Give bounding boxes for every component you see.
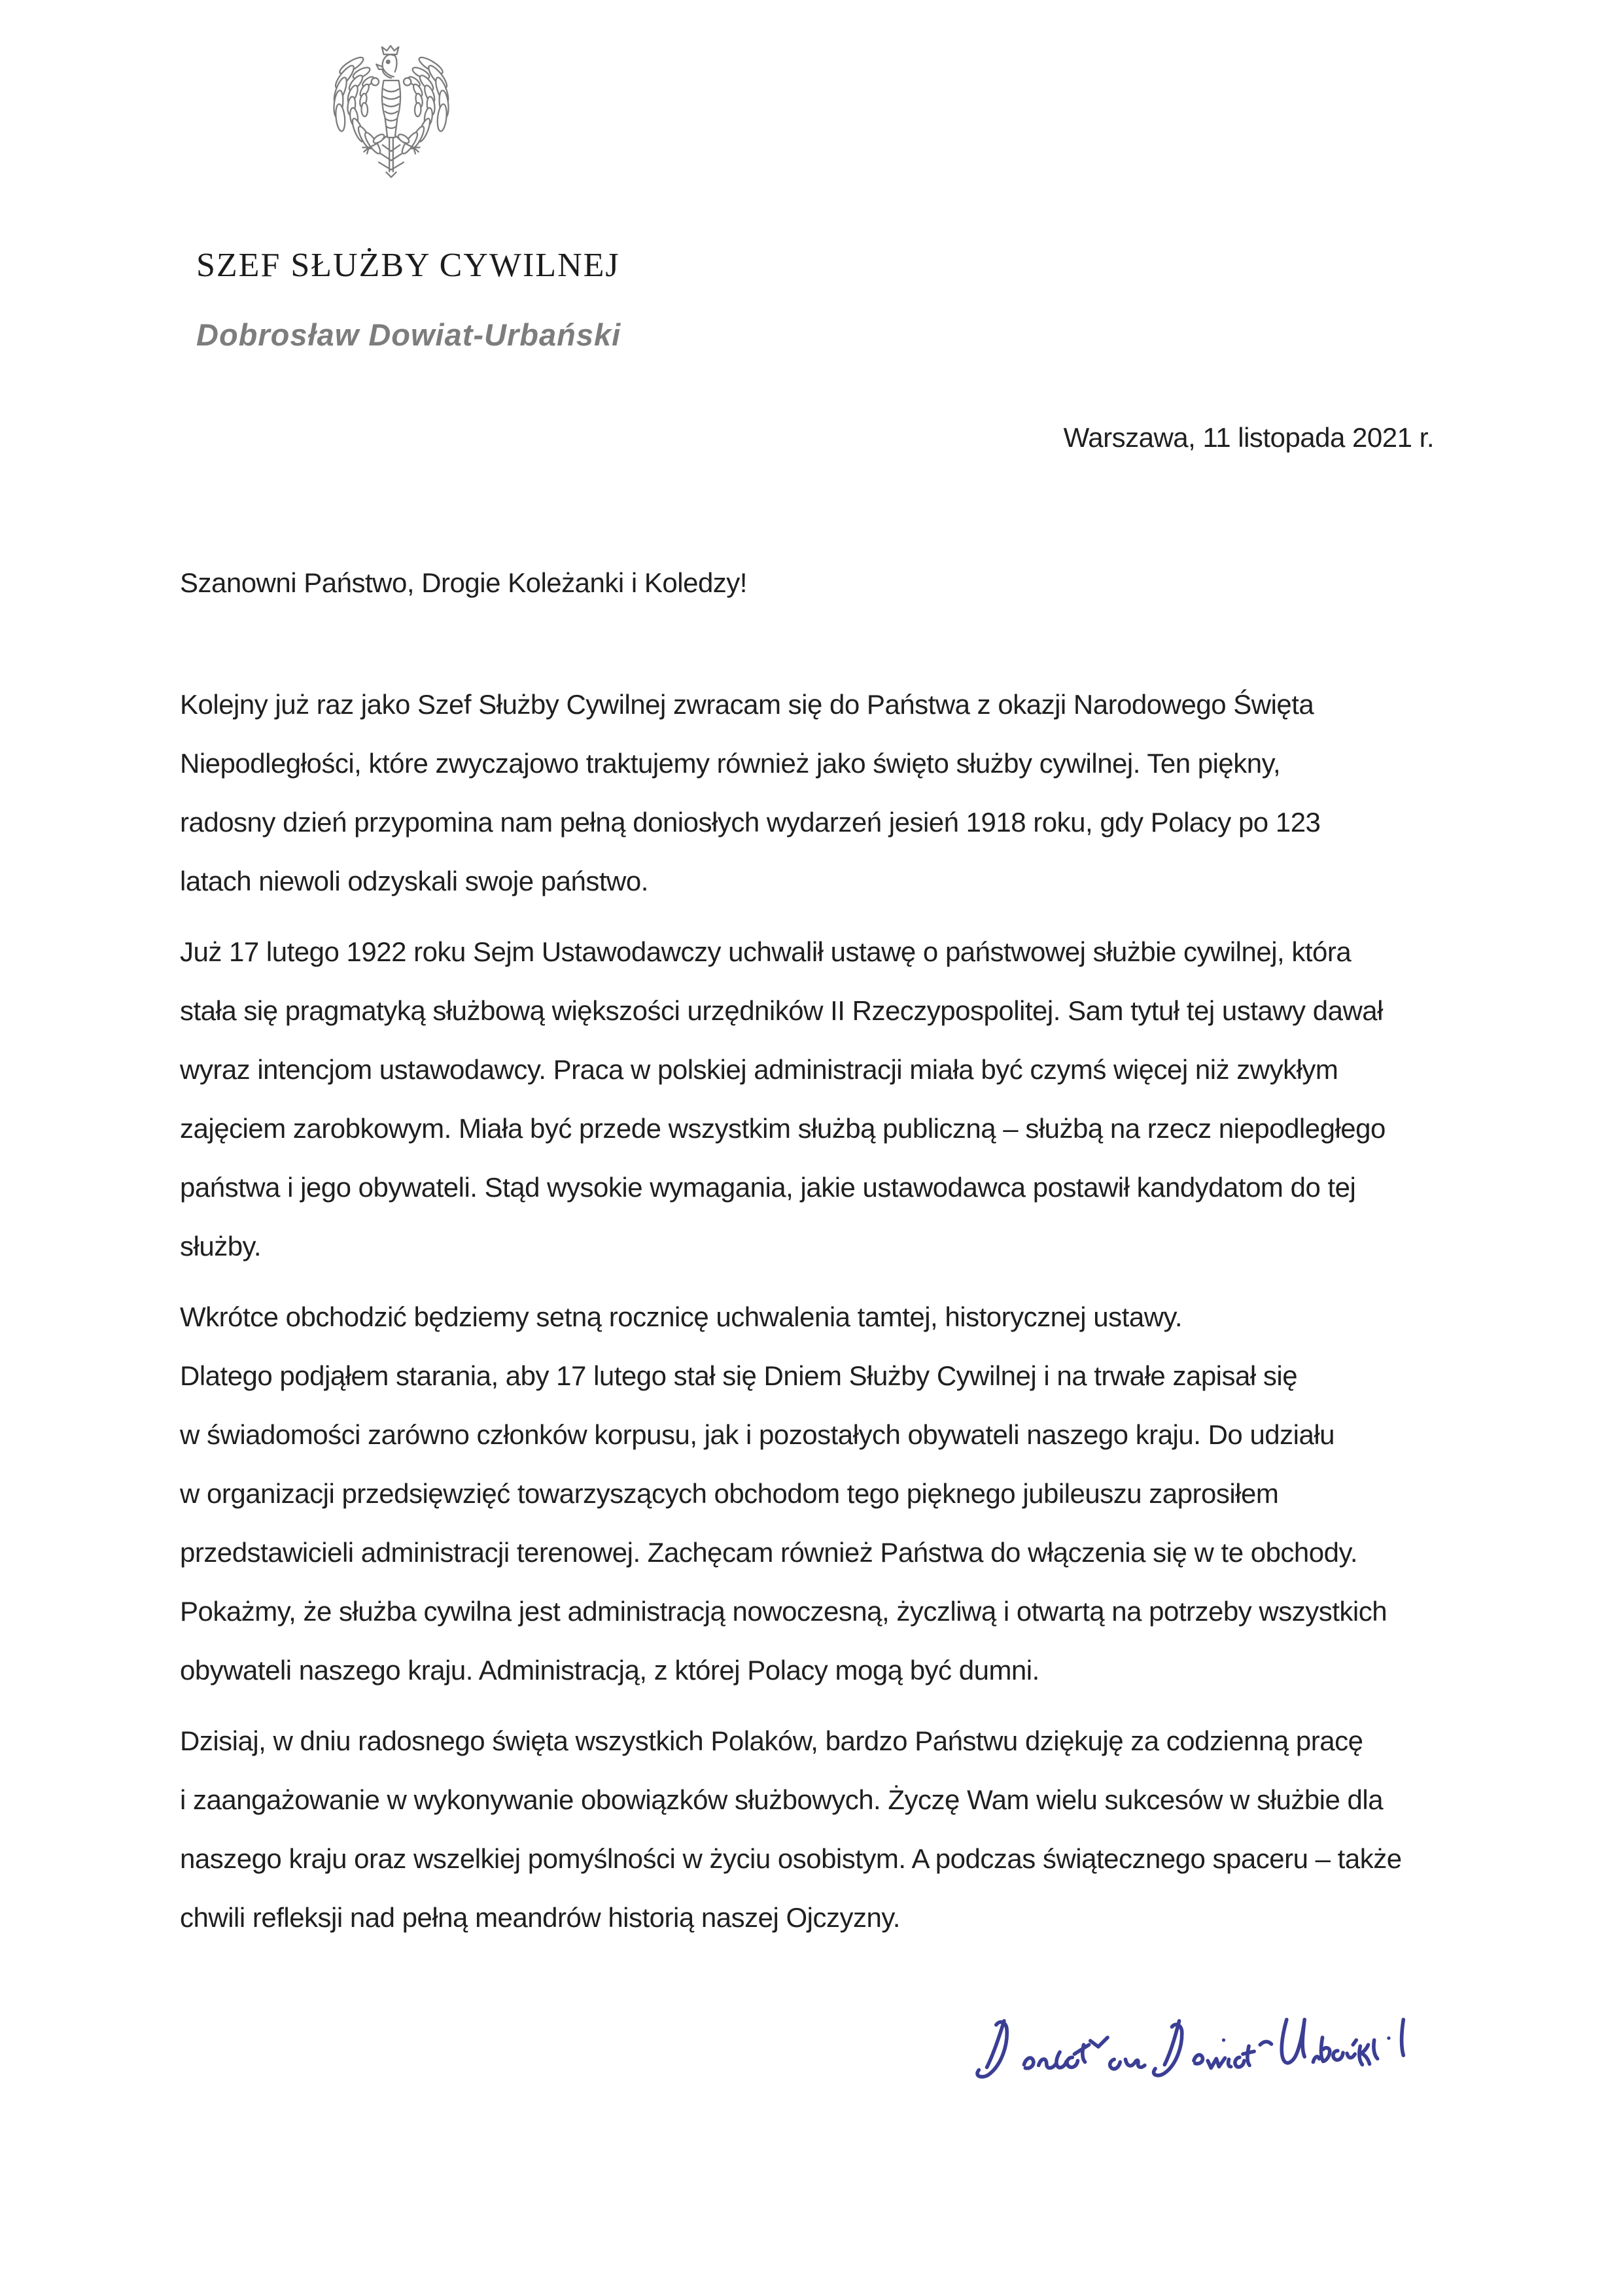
body-line: przedstawicieli administracji terenowej. Zachęcam również Państwa do włączenia się w te obchody. <box>180 1537 1358 1568</box>
letter-body <box>180 554 1482 1959</box>
paragraph-2 <box>180 923 1482 1276</box>
body-line: w organizacji przedsięwzięć towarzyszących obchodom tego pięknego jubileuszu zaprosiłem <box>180 1478 1279 1509</box>
body-line: naszego kraju oraz wszelkiej pomyślności w życiu osobistym. A podczas świątecznego spaceru – także <box>180 1843 1402 1874</box>
dateline: Warszawa, 11 listopada 2021 r. <box>1063 422 1434 453</box>
body-line: latach niewoli odzyskali swoje państwo. <box>180 866 648 896</box>
body-line: stała się pragmatyką służbową większości urzędników II Rzeczypospolitej. Sam tytuł tej ustawy dawał <box>180 995 1383 1026</box>
handwritten-signature-icon <box>960 2001 1438 2086</box>
body-line: Kolejny już raz jako Szef Służby Cywilnej zwracam się do Państwa z okazji Narodowego Święta <box>180 689 1314 720</box>
body-line: w świadomości zarówno członków korpusu, jak i pozostałych obywateli naszego kraju. Do udziału <box>180 1419 1335 1450</box>
letterhead-title: SZEF SŁUŻBY CYWILNEJ <box>196 247 620 284</box>
body-line: Niepodległości, które zwyczajowo traktujemy również jako święto służby cywilnej. Ten piękny, <box>180 748 1281 779</box>
polish-eagle-emblem <box>329 44 453 187</box>
body-line: Dzisiaj, w dniu radosnego święta wszystkich Polaków, bardzo Państwu dziękuję za codzienną pracę <box>180 1725 1363 1756</box>
body-line: obywateli naszego kraju. Administracją, z której Polacy mogą być dumni. <box>180 1655 1039 1686</box>
body-line: państwa i jego obywateli. Stąd wysokie wymagania, jakie ustawodawca postawił kandydatom do tej <box>180 1172 1356 1203</box>
body-line: Wkrótce obchodzić będziemy setną rocznicę uchwalenia tamtej, historycznej ustawy. <box>180 1301 1183 1332</box>
body-line: zajęciem zarobkowym. Miała być przede wszystkim służbą publiczną – służbą na rzecz niepodległego <box>180 1113 1386 1144</box>
body-line: Pokażmy, że służba cywilna jest administracją nowoczesną, życzliwą i otwartą na potrzeby wszystkich <box>180 1596 1387 1627</box>
body-line: chwili refleksji nad pełną meandrów historią naszej Ojczyzny. <box>180 1902 900 1933</box>
body-line: Dlatego podjąłem starania, aby 17 lutego stał się Dniem Służby Cywilnej i na trwałe zapisał się <box>180 1360 1298 1391</box>
salutation: Szanowni Państwo, Drogie Koleżanki i Koledzy! <box>180 567 747 598</box>
body-line: wyraz intencjom ustawodawcy. Praca w polskiej administracji miała być czymś więcej niż zwykłym <box>180 1054 1338 1085</box>
body-line: radosny dzień przypomina nam pełną doniosłych wydarzeń jesień 1918 roku, gdy Polacy po 123 <box>180 807 1321 838</box>
officeholder-name: Dobrosław Dowiat-Urbański <box>196 317 621 352</box>
paragraph-1 <box>180 675 1482 911</box>
body-line: i zaangażowanie w wykonywanie obowiązków służbowych. Życzę Wam wielu sukcesów w służbie dla <box>180 1784 1384 1815</box>
body-line: Już 17 lutego 1922 roku Sejm Ustawodawczy uchwalił ustawę o państwowej służbie cywilnej, która <box>180 936 1352 967</box>
paragraph-4 <box>180 1712 1482 1947</box>
paragraph-3 <box>180 1288 1482 1700</box>
body-line: służby. <box>180 1231 262 1262</box>
